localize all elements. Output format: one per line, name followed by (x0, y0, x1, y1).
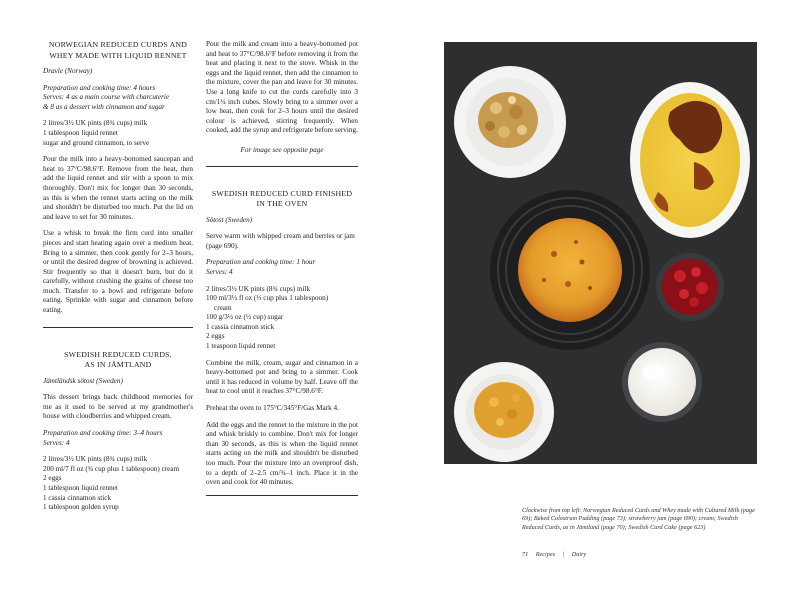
image-reference: For image see opposite page (240, 145, 324, 154)
prep-time: Preparation and cooking time: 4 hours (43, 83, 156, 92)
method-paragraph: Preheat the oven to 175°C/345°F/Gas Mark 4. (206, 404, 339, 413)
recipe-subtitle: Jämtländsk sötost (Sweden) (43, 376, 123, 385)
ingredient: 2 litres/3½ UK pints (8¾ cups) milk (206, 284, 311, 293)
bowl-cream (622, 342, 702, 422)
section-divider (43, 327, 193, 328)
serves-continued: & 8 as a dessert with cinnamon and sugar (43, 102, 165, 111)
title-line: AS IN JÄMTLAND (84, 360, 152, 370)
prep-time: Preparation and cooking time: 3–4 hours (43, 429, 163, 438)
ingredient-list (43, 119, 193, 148)
title-line: WHEY MADE WITH LIQUID RENNET (49, 50, 187, 60)
serves: Serves: 4 (206, 267, 233, 276)
food-photo-illustration (444, 42, 757, 464)
food-photograph (444, 42, 757, 464)
method-paragraph: Use a whisk to break the firm curd into smaller pieces and start heating again over a medium heat. Bring to a simmer, then cook gently for 2–3 hours, or until the desired degree of browning is achieved. Stir frequently so that it doesn't burn, but do it carefully, without crushing the grains of cheese too much. Transfer to a bowl and refrigerate before eating. Sprinkle with sugar and cinnamon before eating. (43, 229, 193, 315)
ingredient: 2 eggs (206, 332, 225, 341)
serves: Serves: 4 as a main course with charcuterie (43, 93, 170, 102)
title-line: NORWEGIAN REDUCED CURDS AND (48, 40, 188, 49)
ingredient: 1 cassia cinnamon stick (43, 493, 112, 502)
folio-separator: | (562, 551, 565, 558)
recipe-subtitle: Dravle (Norway) (43, 67, 93, 75)
method-paragraph: Pour the milk and cream into a heavy-bottomed pot and heat to 37°C/98.6°F before removing it from the heat and placing it next to the stove. Whisk in the eggs and the liquid rennet, then add the cinnamon to the mixture, cover the pan and leave for 30 minutes. Use a long knife to cut the curds carefully into 3 cm/1¼ inch cubes. Slowly bring to a simmer over a low heat, then cook for 2–3 hours until the desired colour is achieved, stirring frequently. When cooked, add the syrup and refrigerate before serving. (206, 40, 358, 135)
recipe-title-swedish-curds-jamtland (43, 350, 193, 371)
title-line: IN THE OVEN (256, 199, 308, 209)
ingredient: 1 tablespoon liquid rennet (43, 484, 118, 492)
title-line: SWEDISH REDUCED CURD FINISHED (211, 188, 353, 198)
recipe-intro: Serve warm with whipped cream and berries or jam (page 690). (206, 232, 355, 250)
right-column (206, 40, 358, 518)
serves: Serves: 4 (43, 438, 70, 447)
page-number: 71 (522, 551, 529, 558)
ingredient: 200 ml/7 fl oz (¾ cup plus 1 tablespoon) cream (43, 464, 180, 473)
dish-colostrum-pudding (630, 82, 750, 238)
method-paragraph: Combine the milk, cream, sugar and cinnamon in a heavy-bottomed pot and bring to a simmer. Cook until it has reduced in volume by half. Leave off the heat to cool until it reaches 37°C/98.6°F. (206, 358, 358, 396)
recipe-subtitle: Sötost (Sweden) (206, 215, 253, 224)
ingredient: cream (214, 303, 232, 312)
photo-caption: Clockwise from top left: Norwegian Reduced Curds and Whey made with Cultured Milk (page 69); Baked Colostrum Pudding (page 73); strawberry jam (page 690); cream; Swedish Reduced Curds, as in Jämtland (page 70); Swedish Curd Cake (page 623) (522, 507, 755, 531)
ingredient: 2 eggs (43, 474, 62, 483)
page-footer (522, 551, 592, 558)
ingredient: 100 ml/3½ fl oz (⅓ cup plus 1 tablespoon) (206, 294, 329, 303)
ingredient: sugar and ground cinnamon, to serve (43, 138, 150, 147)
left-column (43, 40, 193, 513)
ingredient-list (43, 455, 193, 513)
subsection-label: Dairy (571, 551, 587, 558)
ingredient: 100 g/3½ oz (½ cup) sugar (206, 313, 284, 322)
ingredient: 2 litres/3½ UK pints (8¾ cups) milk (43, 455, 148, 464)
ingredient: 2 litres/3½ UK pints (8¾ cups) milk (43, 119, 148, 128)
prep-time: Preparation and cooking time: 1 hour (206, 258, 316, 267)
ingredient: 1 tablespoon golden syrup (43, 503, 119, 512)
ingredient-list (206, 285, 358, 352)
plate-jamtland-curds (454, 362, 554, 462)
plate-swedish-curd-cake (490, 190, 650, 350)
plate-norwegian-curds (454, 66, 566, 178)
recipe-title-norwegian-curds (43, 40, 193, 61)
method-paragraph: Add the eggs and the rennet to the mixture in the pot and whisk briskly to combine. Don't mix for longer than 30 seconds, as this is when the liquid rennet starts acting on the milk and shouldn't be disturbed too much. Pour the mixture into an ovenproof dish, to a depth of 2–2.5 cm/¾–1 inch. Place it in the oven and cook for 40 minutes. (206, 420, 358, 487)
method-paragraph: Pour the milk into a heavy-bottomed saucepan and heat to 37°C/98.6°F. Remove from the heat, then add the liquid rennet and stir with a spoon to mix thoroughly. Don't mix for longer than 30 seconds, as this is when the rennet starts acting on the milk and shouldn't be disturbed too much. Put the lid on and leave to set for 30 minutes. (43, 155, 193, 221)
recipe-intro: This dessert brings back childhood memories for me as it used to be served at my grandmother's house with cloudberries and whipped cream. (43, 393, 193, 421)
title-line: SWEDISH REDUCED CURDS, (64, 349, 172, 359)
recipe-title-swedish-curd-oven (206, 189, 358, 210)
ingredient: 1 tablespoon liquid rennet (43, 128, 118, 137)
section-divider (206, 495, 358, 496)
ingredient: 1 cassia cinnamon stick (206, 322, 275, 331)
section-label: Recipes (535, 551, 555, 558)
bowl-strawberry-jam (656, 253, 724, 321)
ingredient: 1 teaspoon liquid rennet (206, 342, 276, 351)
section-divider (206, 166, 358, 167)
